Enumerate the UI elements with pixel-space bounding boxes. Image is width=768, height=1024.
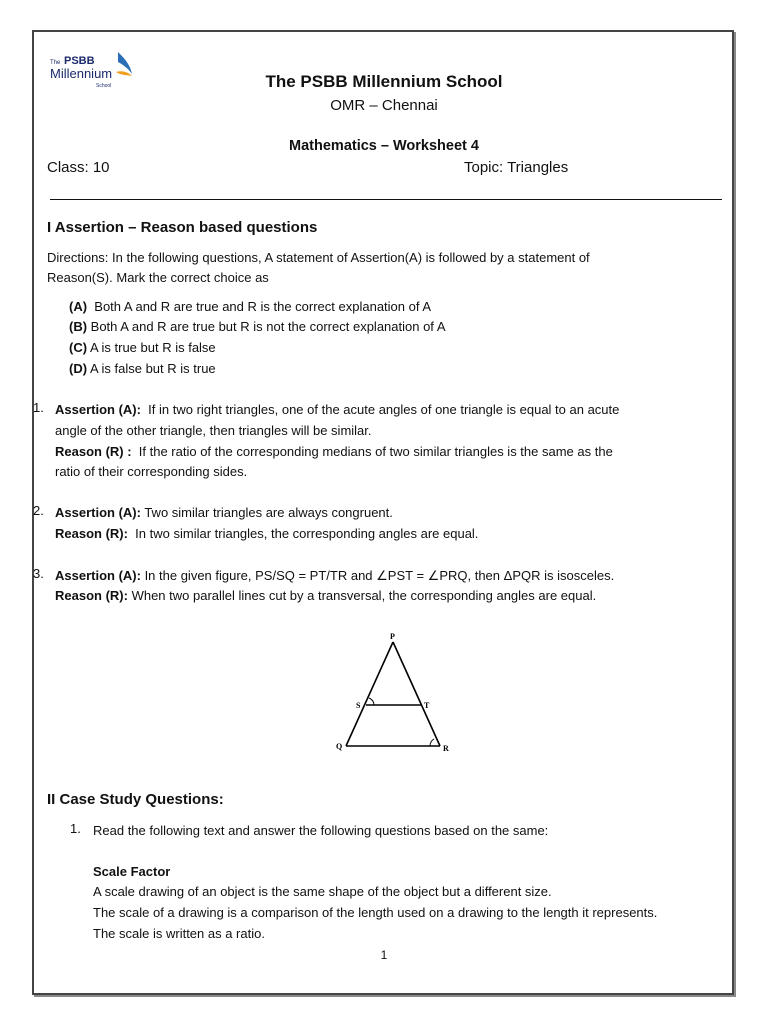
question-1-assertion	[55, 400, 619, 421]
case-study-number: 1.	[70, 821, 81, 836]
directions-line-1: Directions: In the following questions, A statement of Assertion(A) is followed by a statement of	[47, 250, 590, 265]
logo-text-school: School	[96, 83, 112, 89]
question-1-number: 1.	[33, 400, 44, 415]
school-location-text: OMR – Chennai	[330, 97, 438, 114]
reason-text: When two parallel lines cut by a transversal, the corresponding angles are equal.	[127, 588, 597, 603]
option-a	[69, 297, 431, 318]
reason-label: Reason (R):	[55, 588, 128, 603]
option-text: A is false but R is true	[87, 361, 216, 376]
angle-prq-mark	[430, 739, 434, 746]
logo-text-psbb: PSBB	[64, 55, 95, 67]
option-key: (B)	[69, 319, 88, 334]
worksheet-title-text: Mathematics – Worksheet 4	[289, 138, 479, 154]
label-r: R	[443, 744, 449, 753]
school-location	[0, 97, 768, 114]
section2-heading: II Case Study Questions:	[47, 791, 224, 808]
reason-label: Reason (R):	[55, 526, 128, 541]
question-3-number: 3.	[33, 566, 44, 581]
case-study-line-2: The scale of a drawing is a comparison of the length used on a drawing to the length it represents.	[93, 905, 658, 920]
assertion-label: Assertion (A):	[55, 505, 141, 520]
option-c	[69, 338, 216, 359]
label-s: S	[356, 701, 361, 710]
option-d	[69, 359, 216, 380]
worksheet-title	[0, 138, 768, 154]
option-b	[69, 317, 446, 338]
option-key: (D)	[69, 361, 88, 376]
label-q: Q	[336, 742, 343, 751]
option-key: (C)	[69, 340, 88, 355]
question-2-number: 2.	[33, 503, 44, 518]
logo-text-the: The	[50, 60, 61, 66]
angle-pst-mark	[369, 698, 374, 705]
reason-label: Reason (R) :	[55, 444, 132, 459]
reason-text: If the ratio of the corresponding medians of two similar triangles is the same as the	[131, 444, 613, 459]
case-study-intro: Read the following text and answer the following questions based on the same:	[93, 823, 549, 838]
question-3-reason	[55, 586, 596, 607]
question-1-assertion-cont: angle of the other triangle, then triangles will be similar.	[55, 423, 372, 438]
assertion-text: Two similar triangles are always congruent.	[140, 505, 393, 520]
question-1-reason-cont: ratio of their corresponding sides.	[55, 464, 248, 479]
logo-flame-icon	[118, 52, 132, 74]
section1-heading: I Assertion – Reason based questions	[47, 219, 318, 236]
case-study-line-3: The scale is written as a ratio.	[93, 926, 265, 941]
question-2-assertion	[55, 503, 393, 524]
option-text: Both A and R are true and R is the correct explanation of A	[87, 299, 432, 314]
option-text: A is true but R is false	[87, 340, 216, 355]
side-pq	[346, 642, 393, 746]
option-text: Both A and R are true but R is not the correct explanation of A	[87, 319, 446, 334]
directions-line-2: Reason(S). Mark the correct choice as	[47, 270, 269, 285]
logo-text-millennium: Millennium	[50, 66, 113, 81]
school-name-text: The PSBB Millennium School	[265, 72, 503, 91]
assertion-text: If in two right triangles, one of the acute angles of one triangle is equal to an acute	[140, 402, 620, 417]
reason-text: In two similar triangles, the corresponding angles are equal.	[127, 526, 479, 541]
header-divider	[50, 199, 722, 200]
label-p: P	[390, 632, 395, 641]
assertion-label: Assertion (A):	[55, 402, 141, 417]
question-2-reason	[55, 524, 478, 545]
question-1-reason	[55, 442, 613, 463]
case-study-line-1: A scale drawing of an object is the same shape of the object but a different size.	[93, 884, 552, 899]
school-name	[0, 72, 768, 92]
page-number: 1	[380, 948, 388, 962]
triangle-figure	[330, 628, 460, 758]
side-pr	[393, 642, 440, 746]
assertion-text: In the given figure, PS/SQ = PT/TR and ∠PST = ∠PRQ, then ΔPQR is isosceles.	[140, 568, 615, 583]
topic-label: Topic: Triangles	[464, 159, 569, 176]
class-label: Class: 10	[47, 159, 110, 176]
option-key: (A)	[69, 299, 88, 314]
label-t: T	[424, 701, 430, 710]
case-study-subheading: Scale Factor	[93, 864, 171, 879]
triangle-diagram	[330, 628, 460, 758]
question-3-assertion	[55, 566, 614, 587]
assertion-label: Assertion (A):	[55, 568, 141, 583]
